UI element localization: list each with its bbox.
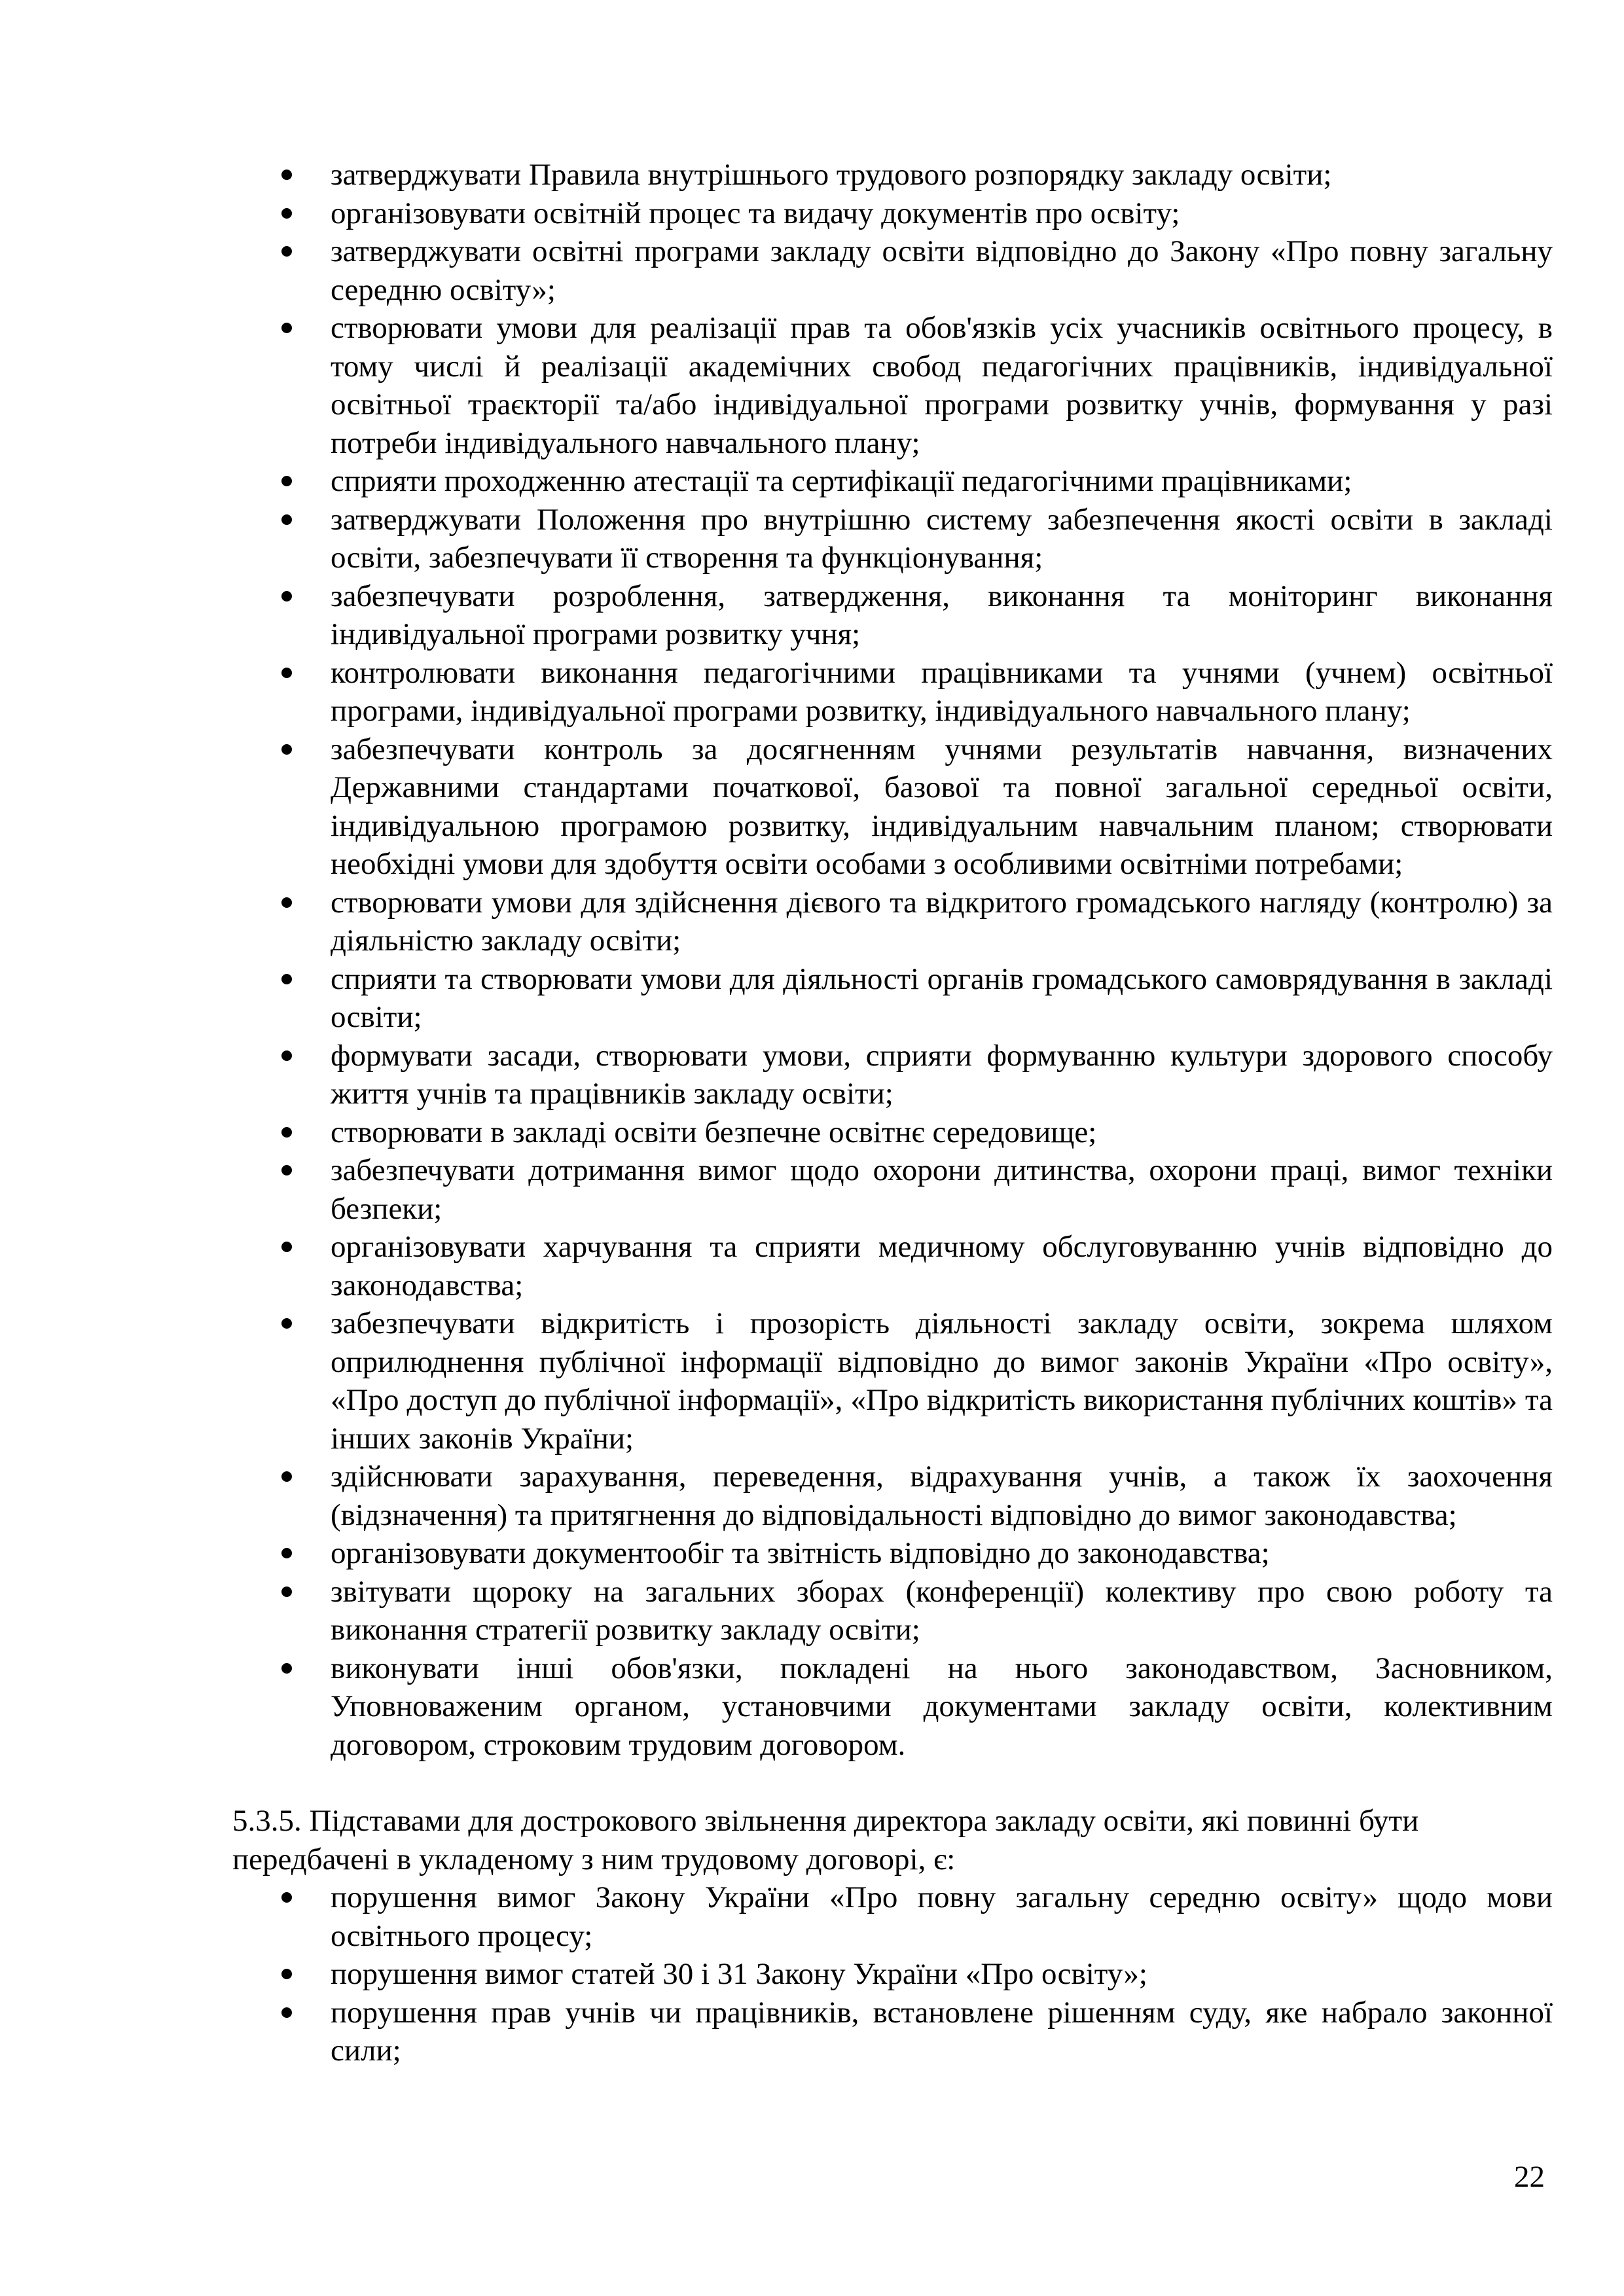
- list-item: [331, 462, 1553, 501]
- list-item-text: порушення вимог Закону України «Про повну загальну середню освіту» щодо мови освітнього процесу;: [331, 1880, 1553, 1953]
- list-item: [331, 730, 1553, 884]
- list-item: [331, 1458, 1553, 1534]
- list-item-text: контролювати виконання педагогічними працівниками та учнями (учнем) освітньої програми, індивідуальної програми розвитку, індивідуального навчального плану;: [331, 655, 1553, 728]
- list-item-text: організовувати освітній процес та видачу документів про освіту;: [331, 196, 1180, 230]
- list-item-text: формувати засади, створювати умови, сприяти формуванню культури здорового способу життя учнів та працівників закладу освіти;: [331, 1038, 1553, 1111]
- list-item-text: створювати умови для реалізації прав та обов'язків усіх учасників освітнього процесу, в тому числі й реалізації академічних свобод педагогічних працівників, індивідуальної освітньої траєкторії та/або індивідуальної програми розвитку учнів, формування у разі потреби індивідуального навчального плану;: [331, 311, 1553, 460]
- list-item-text: створювати умови для здійснення дієвого та відкритого громадського нагляду (контролю) за діяльністю закладу освіти;: [331, 885, 1553, 958]
- list-item-text: затверджувати Положення про внутрішню систему забезпечення якості освіти в закладі освіти, забезпечувати її створення та функціонування;: [331, 502, 1553, 575]
- list-item: [331, 1151, 1553, 1228]
- list-item: [331, 654, 1553, 730]
- page-number: 22: [1514, 2160, 1545, 2194]
- list-item-text: забезпечувати розроблення, затвердження, виконання та моніторинг виконання індивідуальної програми розвитку учня;: [331, 579, 1553, 651]
- list-item-text: затверджувати освітні програми закладу освіти відповідно до Закону «Про повну загальну середню освіту»;: [331, 234, 1553, 307]
- list-item-text: забезпечувати відкритість і прозорість діяльності закладу освіти, зокрема шляхом оприлюднення публічної інформації відповідно до вимог законів України «Про освіту», «Про доступ до публічної інформації», «Про відкритість використання публічних коштів» та інших законів України;: [331, 1306, 1553, 1456]
- list-item: [331, 309, 1553, 462]
- list-item-text: організовувати документообіг та звітність відповідно до законодавства;: [331, 1536, 1270, 1570]
- director-duties-list: [232, 156, 1553, 1764]
- dismissal-grounds-list: [232, 1878, 1553, 2070]
- list-item-text: сприяти проходженню атестації та сертифікації педагогічними працівниками;: [331, 464, 1352, 498]
- list-item: [331, 1113, 1553, 1152]
- list-item-text: забезпечувати контроль за досягненням учнями результатів навчання, визначених Державними стандартами початкової, базової та повної загальної середньої освіти, індивідуальною програмою розвитку, індивідуальним навчальним планом; створювати необхідні умови для здобуття освіти особами з особливими освітніми потребами;: [331, 732, 1553, 881]
- list-item: [331, 1878, 1553, 1955]
- list-item-text: сприяти та створювати умови для діяльності органів громадського самоврядування в закладі освіти;: [331, 961, 1553, 1034]
- list-item: [331, 1534, 1553, 1573]
- list-item: [331, 960, 1553, 1037]
- list-item: [331, 232, 1553, 309]
- list-item: [331, 1304, 1553, 1458]
- list-item-text: здійснювати зарахування, переведення, відрахування учнів, а також їх заохочення (відзначення) та притягнення до відповідальності відповідно до вимог законодавства;: [331, 1460, 1553, 1532]
- list-item: [331, 1955, 1553, 1994]
- list-item-text: виконувати інші обов'язки, покладені на нього законодавством, Засновником, Уповноваженим органом, установчими документами закладу освіти, колективним договором, строковим трудовим договором.: [331, 1651, 1553, 1762]
- page-content: [232, 156, 1553, 2070]
- list-item-text: створювати в закладі освіти безпечне освітнє середовище;: [331, 1115, 1097, 1149]
- list-item: [331, 1037, 1553, 1113]
- list-item: [331, 577, 1553, 654]
- list-item: [331, 501, 1553, 577]
- list-item: [331, 1994, 1553, 2070]
- list-item: [331, 194, 1553, 233]
- list-item: [331, 156, 1553, 194]
- list-item: [331, 884, 1553, 960]
- list-item-text: затверджувати Правила внутрішнього трудового розпорядку закладу освіти;: [331, 158, 1332, 192]
- section-5-3-5-paragraph: 5.3.5. Підставами для дострокового звільнення директора закладу освіти, які повинні бути передбачені в укладеному з ним трудовому договорі, є:: [232, 1804, 1419, 1876]
- list-item-text: звітувати щороку на загальних зборах (конференції) колективу про свою роботу та виконання стратегії розвитку закладу освіти;: [331, 1574, 1553, 1647]
- list-item: [331, 1573, 1553, 1649]
- list-item-text: організовувати харчування та сприяти медичному обслуговуванню учнів відповідно до законодавства;: [331, 1230, 1553, 1302]
- list-item: [331, 1228, 1553, 1304]
- list-item-text: забезпечувати дотримання вимог щодо охорони дитинства, охорони праці, вимог техніки безпеки;: [331, 1153, 1553, 1226]
- list-item-text: порушення вимог статей 30 і 31 Закону України «Про освіту»;: [331, 1957, 1147, 1991]
- list-item-text: порушення прав учнів чи працівників, встановлене рішенням суду, яке набрало законної сили;: [331, 1995, 1553, 2068]
- list-item: [331, 1649, 1553, 1765]
